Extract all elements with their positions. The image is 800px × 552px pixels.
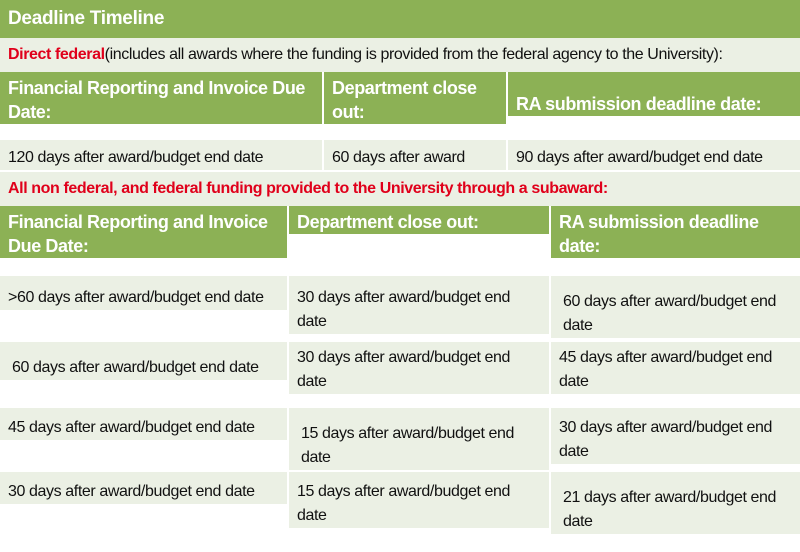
header-department-close-out: Department close out: bbox=[322, 72, 506, 124]
department-close-out-cell: 15 days after award/budget end date bbox=[287, 472, 549, 528]
ra-submission-cell: 90 days after award/budget end date bbox=[506, 140, 800, 170]
header-financial-reporting: Financial Reporting and Invoice Due Date: bbox=[0, 206, 287, 258]
table-row bbox=[0, 140, 800, 172]
department-close-out-cell: 30 days after award/budget end date bbox=[287, 276, 549, 334]
table-row bbox=[0, 406, 800, 472]
ra-submission-cell: 30 days after award/budget end date bbox=[549, 408, 800, 464]
table-row bbox=[0, 470, 800, 552]
header-financial-reporting: Financial Reporting and Invoice Due Date: bbox=[0, 72, 322, 124]
financial-reporting-cell: 30 days after award/budget end date bbox=[0, 472, 287, 504]
header-ra-submission: RA submission deadline date: bbox=[506, 72, 800, 116]
non-federal-intro: All non federal, and federal funding provided to the University through a subaward: bbox=[0, 172, 800, 206]
page-title: Deadline Timeline bbox=[0, 0, 800, 38]
ra-submission-cell: 60 days after award/budget end date bbox=[549, 276, 800, 338]
financial-reporting-cell: 45 days after award/budget end date bbox=[0, 408, 287, 440]
direct-federal-intro bbox=[0, 38, 800, 72]
ra-submission-cell: 21 days after award/budget end date bbox=[549, 472, 800, 534]
header-department-close-out: Department close out: bbox=[287, 206, 549, 234]
department-close-out-cell: 15 days after award/budget end date bbox=[287, 408, 549, 470]
financial-reporting-cell: 120 days after award/budget end date bbox=[0, 140, 322, 170]
table-header-row bbox=[0, 72, 800, 140]
financial-reporting-cell: >60 days after award/budget end date bbox=[0, 276, 287, 310]
non-federal-table bbox=[0, 206, 800, 550]
direct-federal-description: (includes all awards where the funding is provided from the federal agency to the University): bbox=[104, 46, 723, 63]
ra-submission-cell: 45 days after award/budget end date bbox=[549, 342, 800, 394]
table-header-row bbox=[0, 206, 800, 276]
table-row bbox=[0, 340, 800, 408]
direct-federal-table bbox=[0, 72, 800, 172]
department-close-out-cell: 60 days after award bbox=[322, 140, 506, 170]
department-close-out-cell: 30 days after award/budget end date bbox=[287, 342, 549, 394]
direct-federal-label: Direct federal bbox=[8, 46, 105, 63]
header-ra-submission: RA submission deadline date: bbox=[549, 206, 800, 258]
financial-reporting-cell: 60 days after award/budget end date bbox=[0, 342, 287, 380]
table-row bbox=[0, 276, 800, 340]
